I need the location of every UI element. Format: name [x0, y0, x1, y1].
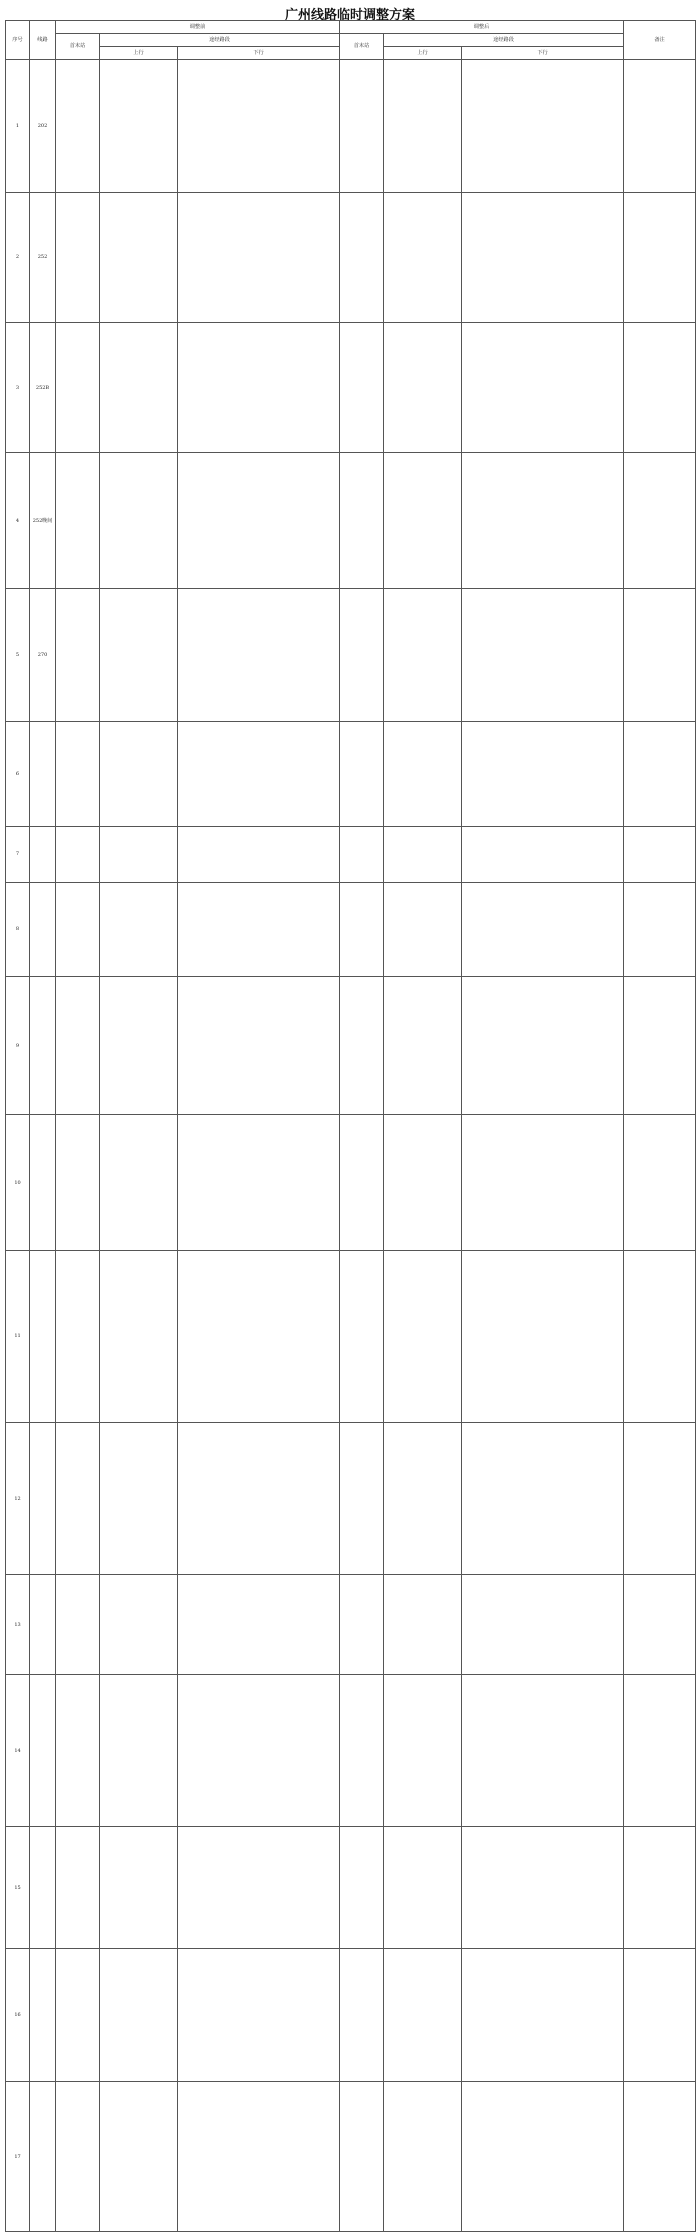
after-terminal-cell: [340, 60, 384, 193]
table-header: [6, 21, 696, 60]
after-group-header: 调整后: [340, 21, 624, 34]
after-direction-header: 途经路段: [384, 34, 624, 47]
after-down-cell: [462, 976, 624, 1115]
table-row: [6, 589, 696, 722]
after-terminal-cell: [340, 1115, 384, 1251]
after-up-cell: [384, 589, 462, 722]
before-terminal-cell: [56, 1675, 100, 1827]
before-terminal-cell: [56, 1827, 100, 1949]
before-down-cell: [178, 1575, 340, 1675]
route-cell: [30, 722, 56, 827]
table-row: [6, 827, 696, 882]
before-terminal-cell: [56, 976, 100, 1115]
after-down-cell: [462, 1115, 624, 1251]
route-cell: [30, 976, 56, 1115]
after-terminal-cell: [340, 882, 384, 976]
table-body: [6, 60, 696, 2232]
before-down-cell: [178, 1949, 340, 2082]
after-up-cell: [384, 1827, 462, 1949]
seq-cell: 14: [6, 1675, 30, 1827]
after-up-cell: [384, 722, 462, 827]
before-terminal-cell: [56, 192, 100, 322]
route-cell: [30, 2082, 56, 2232]
after-down-cell: [462, 192, 624, 322]
after-up-cell: [384, 453, 462, 589]
after-up-cell: [384, 1251, 462, 1423]
document-title: 广州线路临时调整方案: [284, 8, 415, 23]
seq-cell: 10: [6, 1115, 30, 1251]
before-down-cell: [178, 722, 340, 827]
after-terminal-cell: [340, 976, 384, 1115]
after-terminal-cell: [340, 1575, 384, 1675]
remark-cell: [624, 722, 696, 827]
seq-cell: 15: [6, 1827, 30, 1949]
after-down-cell: [462, 453, 624, 589]
remark-cell: [624, 453, 696, 589]
after-up-cell: [384, 1115, 462, 1251]
seq-cell: 7: [6, 827, 30, 882]
route-cell: [30, 1422, 56, 1574]
remark-cell: [624, 2082, 696, 2232]
table-row: [6, 60, 696, 193]
before-group-header: 调整前: [56, 21, 340, 34]
after-up-cell: [384, 2082, 462, 2232]
remark-cell: [624, 1949, 696, 2082]
route-cell: [30, 1675, 56, 1827]
route-cell: [30, 1251, 56, 1423]
after-down-cell: [462, 589, 624, 722]
route-cell: [30, 827, 56, 882]
remark-cell: [624, 1575, 696, 1675]
before-up-cell: [100, 1675, 178, 1827]
remark-cell: [624, 1251, 696, 1423]
before-terminal-cell: [56, 453, 100, 589]
remark-cell: [624, 882, 696, 976]
table-row: [6, 1675, 696, 1827]
before-down-cell: [178, 827, 340, 882]
after-down-cell: [462, 882, 624, 976]
seq-cell: 16: [6, 1949, 30, 2082]
before-up-cell: [100, 453, 178, 589]
before-down-cell: [178, 453, 340, 589]
table-row: [6, 192, 696, 322]
table-row: [6, 323, 696, 453]
remark-cell: [624, 976, 696, 1115]
remark-cell: [624, 827, 696, 882]
before-down-cell: [178, 976, 340, 1115]
seq-cell: 13: [6, 1575, 30, 1675]
remark-cell: [624, 192, 696, 322]
before-terminal-cell: [56, 589, 100, 722]
remark-cell: [624, 323, 696, 453]
route-cell: 270: [30, 589, 56, 722]
route-cell: [30, 1827, 56, 1949]
table-row: [6, 1115, 696, 1251]
after-down-cell: [462, 1422, 624, 1574]
seq-cell: 6: [6, 722, 30, 827]
after-terminal-cell: [340, 453, 384, 589]
before-down-header: 下行: [178, 47, 340, 60]
seq-header: 序号: [6, 21, 30, 60]
before-down-cell: [178, 192, 340, 322]
seq-cell: 4: [6, 453, 30, 589]
after-terminal-cell: [340, 323, 384, 453]
before-terminal-cell: [56, 1251, 100, 1423]
after-terminal-cell: [340, 1251, 384, 1423]
before-down-cell: [178, 1115, 340, 1251]
before-terminal-cell: [56, 1949, 100, 2082]
table-row: [6, 1949, 696, 2082]
seq-cell: 5: [6, 589, 30, 722]
table-row: [6, 882, 696, 976]
before-terminal-cell: [56, 323, 100, 453]
route-cell: [30, 1115, 56, 1251]
before-up-cell: [100, 827, 178, 882]
seq-cell: 12: [6, 1422, 30, 1574]
before-terminal-cell: [56, 2082, 100, 2232]
route-cell: 202: [30, 60, 56, 193]
before-up-cell: [100, 976, 178, 1115]
remark-cell: [624, 1675, 696, 1827]
before-up-cell: [100, 589, 178, 722]
table-row: [6, 453, 696, 589]
after-up-cell: [384, 60, 462, 193]
table-row: [6, 1422, 696, 1574]
remark-cell: [624, 1422, 696, 1574]
table-row: [6, 1827, 696, 1949]
seq-cell: 17: [6, 2082, 30, 2232]
after-down-cell: [462, 323, 624, 453]
after-up-header: 上行: [384, 47, 462, 60]
after-down-cell: [462, 1251, 624, 1423]
after-terminal-cell: [340, 722, 384, 827]
after-terminal-header: 首末站: [340, 34, 384, 60]
remark-cell: [624, 1115, 696, 1251]
seq-cell: 11: [6, 1251, 30, 1423]
after-terminal-cell: [340, 1422, 384, 1574]
before-up-cell: [100, 1827, 178, 1949]
before-terminal-cell: [56, 882, 100, 976]
before-down-cell: [178, 589, 340, 722]
after-down-cell: [462, 1949, 624, 2082]
before-terminal-cell: [56, 60, 100, 193]
before-up-cell: [100, 1422, 178, 1574]
before-terminal-cell: [56, 1575, 100, 1675]
after-up-cell: [384, 192, 462, 322]
seq-cell: 3: [6, 323, 30, 453]
after-down-cell: [462, 60, 624, 193]
before-up-cell: [100, 2082, 178, 2232]
after-up-cell: [384, 1675, 462, 1827]
route-cell: [30, 1575, 56, 1675]
table-row: [6, 2082, 696, 2232]
before-up-cell: [100, 192, 178, 322]
before-terminal-header: 首末站: [56, 34, 100, 60]
table-row: [6, 976, 696, 1115]
route-cell: 252: [30, 192, 56, 322]
after-terminal-cell: [340, 589, 384, 722]
after-terminal-cell: [340, 827, 384, 882]
after-down-cell: [462, 1675, 624, 1827]
route-cell: 252晚间: [30, 453, 56, 589]
after-up-cell: [384, 1575, 462, 1675]
before-up-cell: [100, 882, 178, 976]
table-row: [6, 1575, 696, 1675]
after-up-cell: [384, 827, 462, 882]
before-down-cell: [178, 1251, 340, 1423]
before-down-cell: [178, 60, 340, 193]
route-header: 线路: [30, 21, 56, 60]
before-up-cell: [100, 722, 178, 827]
route-cell: [30, 1949, 56, 2082]
before-down-cell: [178, 1422, 340, 1574]
before-terminal-cell: [56, 1115, 100, 1251]
after-terminal-cell: [340, 1827, 384, 1949]
after-terminal-cell: [340, 2082, 384, 2232]
before-terminal-cell: [56, 827, 100, 882]
after-down-cell: [462, 827, 624, 882]
table-row: [6, 1251, 696, 1423]
after-up-cell: [384, 882, 462, 976]
after-up-cell: [384, 1949, 462, 2082]
before-up-cell: [100, 1575, 178, 1675]
after-up-cell: [384, 976, 462, 1115]
before-down-cell: [178, 882, 340, 976]
before-up-cell: [100, 1115, 178, 1251]
after-down-cell: [462, 1827, 624, 1949]
remark-cell: [624, 1827, 696, 1949]
remark-cell: [624, 589, 696, 722]
after-down-cell: [462, 2082, 624, 2232]
seq-cell: 9: [6, 976, 30, 1115]
route-adjustment-table: [5, 20, 696, 2232]
after-down-cell: [462, 1575, 624, 1675]
route-cell: [30, 882, 56, 976]
route-cell: 252B: [30, 323, 56, 453]
seq-cell: 8: [6, 882, 30, 976]
before-direction-header: 途经路段: [100, 34, 340, 47]
before-terminal-cell: [56, 1422, 100, 1574]
before-up-header: 上行: [100, 47, 178, 60]
before-up-cell: [100, 60, 178, 193]
after-down-header: 下行: [462, 47, 624, 60]
after-terminal-cell: [340, 1949, 384, 2082]
after-terminal-cell: [340, 1675, 384, 1827]
remark-cell: [624, 60, 696, 193]
before-up-cell: [100, 1949, 178, 2082]
before-down-cell: [178, 323, 340, 453]
seq-cell: 2: [6, 192, 30, 322]
before-down-cell: [178, 1675, 340, 1827]
table-row: [6, 722, 696, 827]
after-terminal-cell: [340, 192, 384, 322]
remark-header: 备注: [624, 21, 696, 60]
before-down-cell: [178, 1827, 340, 1949]
before-down-cell: [178, 2082, 340, 2232]
before-up-cell: [100, 1251, 178, 1423]
after-up-cell: [384, 323, 462, 453]
before-up-cell: [100, 323, 178, 453]
after-up-cell: [384, 1422, 462, 1574]
seq-cell: 1: [6, 60, 30, 193]
before-terminal-cell: [56, 722, 100, 827]
after-down-cell: [462, 722, 624, 827]
